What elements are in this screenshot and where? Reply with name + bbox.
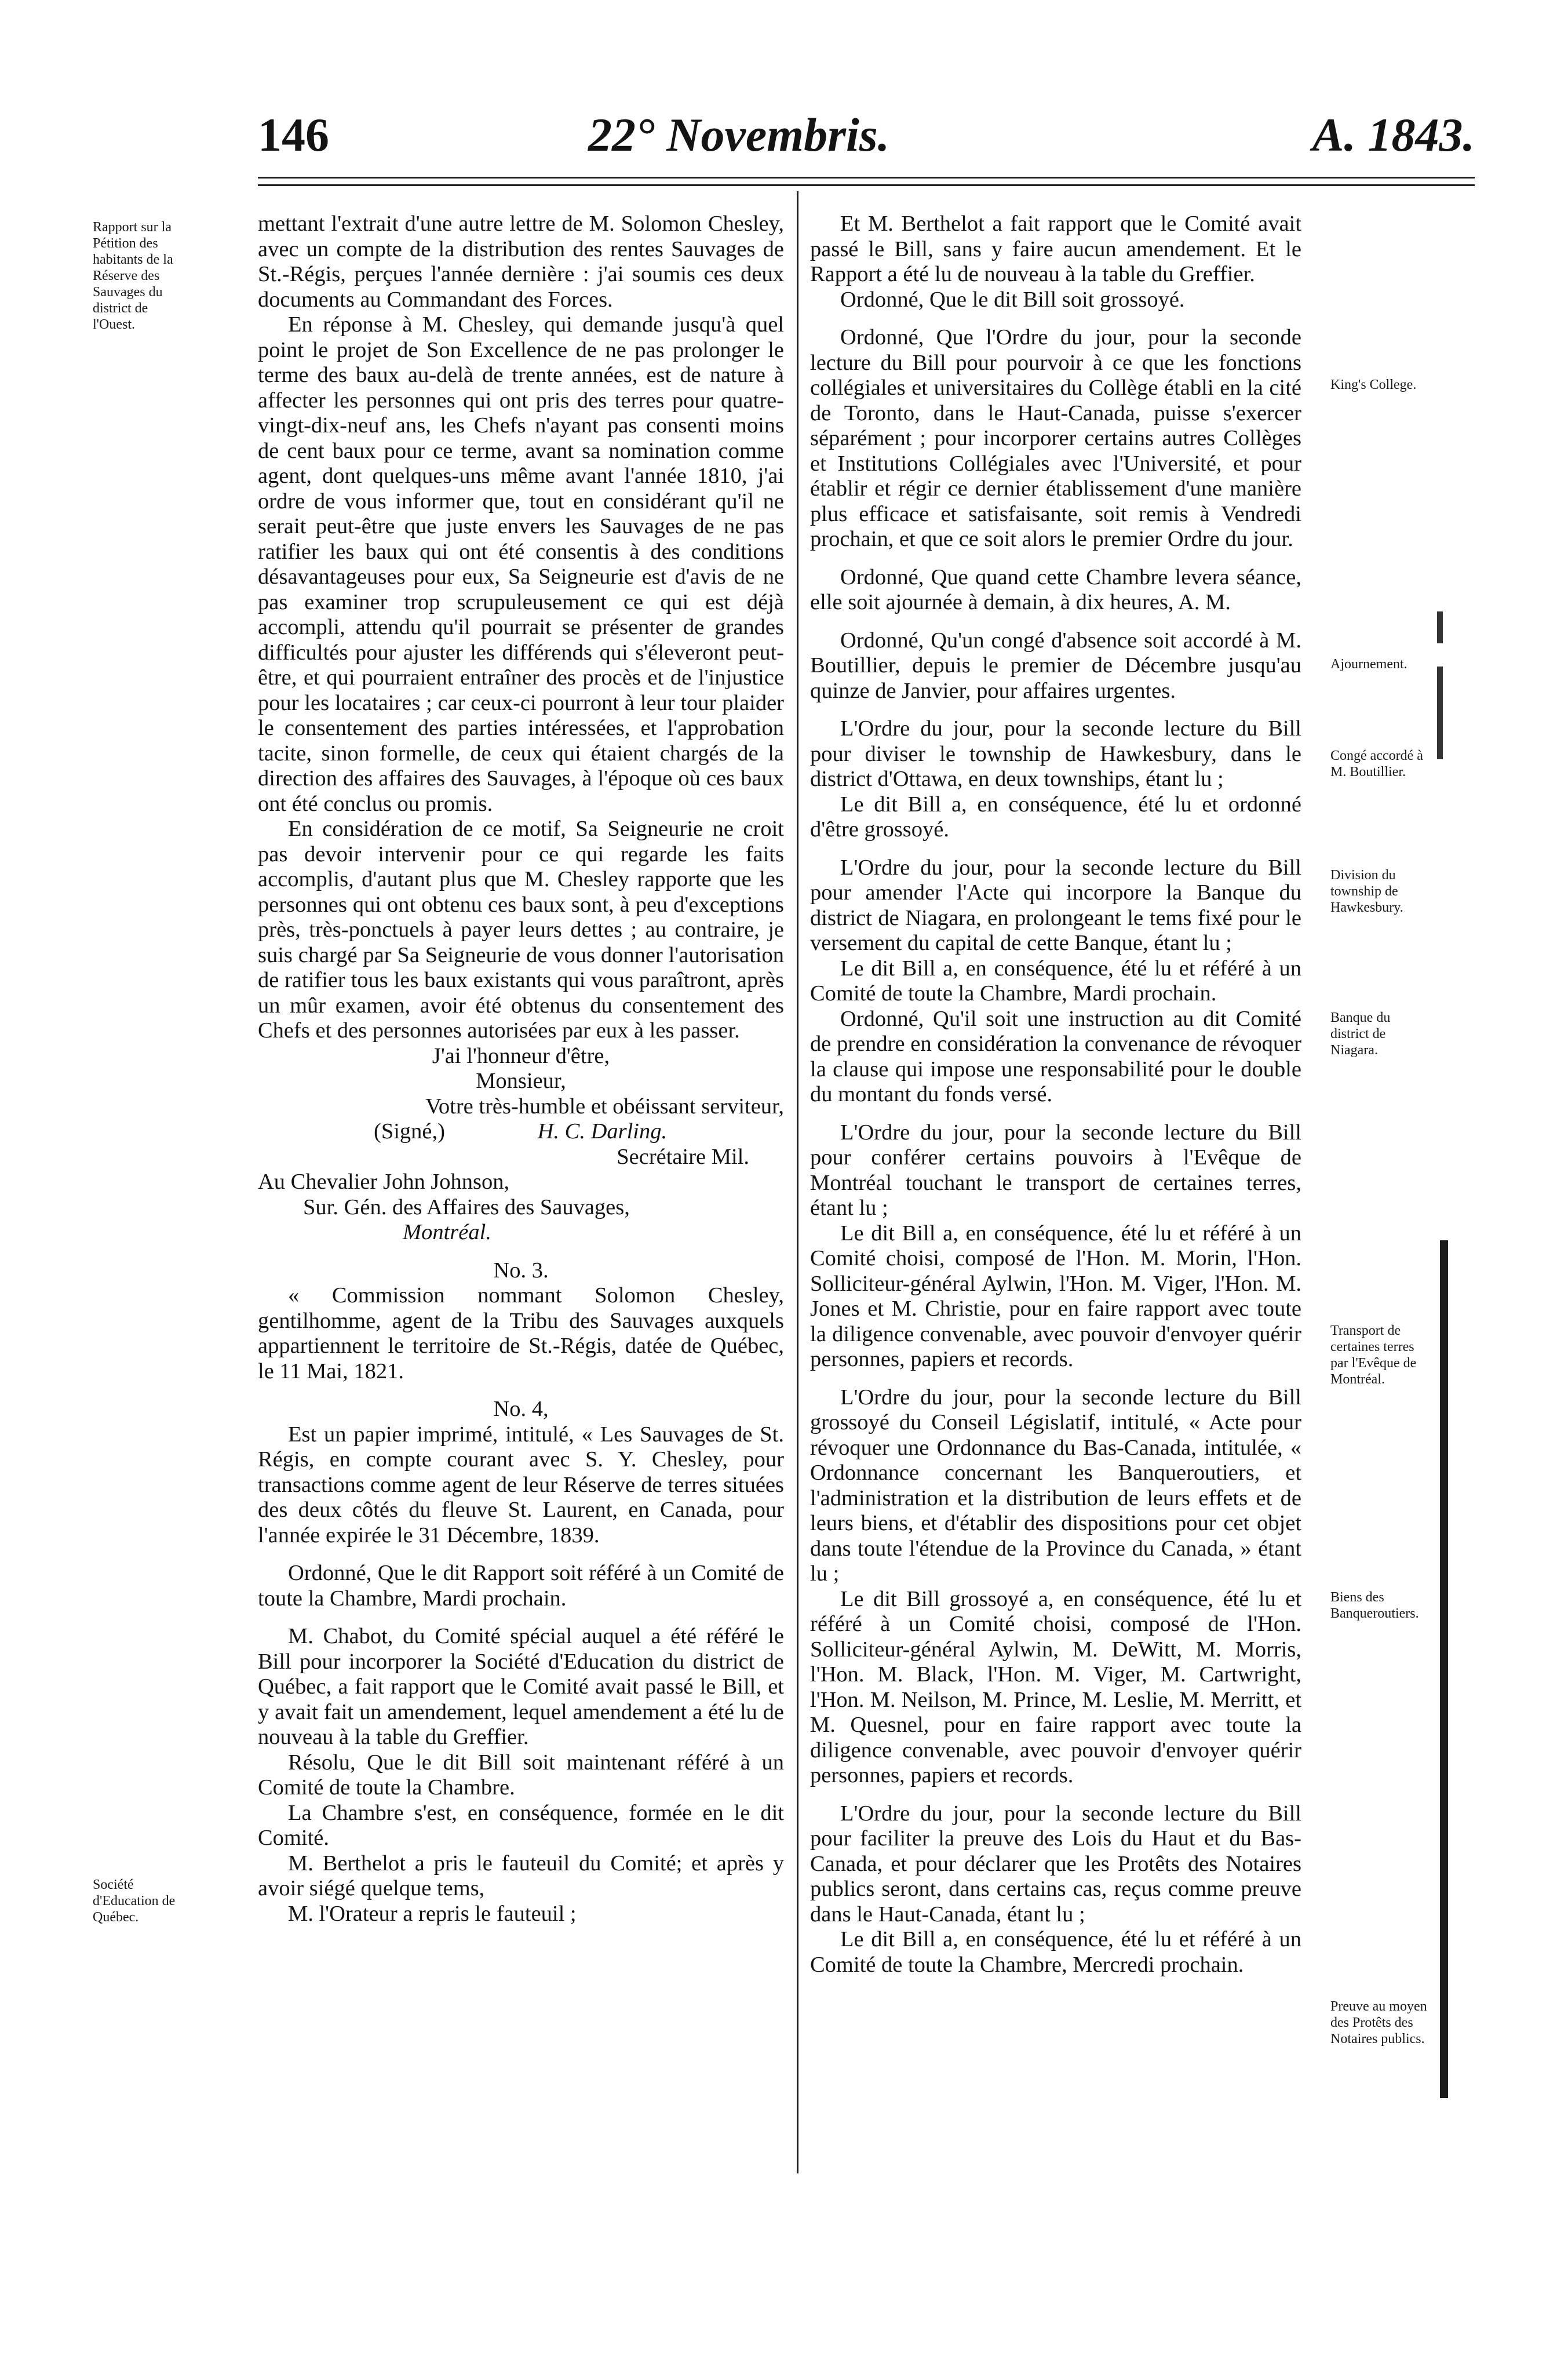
closing-line: Monsieur, bbox=[476, 1069, 566, 1093]
header-rule-top bbox=[258, 177, 1475, 179]
paragraph: Est un papier imprimé, intitulé, « Les Sauvages de St. Régis, en compte courant avec S. Y. Chesley, pour transactions comme agent de leur Réserve de terres situées des deux côtés du fleuve St. Laurent, en Canada, pour l'année expirée le 31 Décembre, 1839. bbox=[258, 1422, 784, 1547]
paragraph: En réponse à M. Chesley, qui demande jusqu'à quel point le projet de Son Excellence de ne pas prolonger le terme des baux au-delà de trente années, est de nature à affecter les personnes qui ont pris des terres pour quatre-vingt-dix-neuf ans, les Chefs n'ayant pas consenti moins de cent baux pour ce terme, avant sa nomination comme agent, dont quelques-uns même avant l'année 1810, j'ai ordre de vous informer que, tout en considérant qu'il ne serait peut-être que juste envers les Sauvages de ne pas ratifier les baux qui ont été consentis à des conditions désavantageuses pour eux, Sa Seigneurie est d'avis de ne pas examiner trop scrupuleusement ce qui est déjà accompli, attendu qu'il pourrait se présenter de grandes difficultés pour ajuster les différends qui s'éleveront peut-être, et qui pourraient entraîner des procès et de l'injustice pour les locataires ; car ceux-ci pourront à leur tour plaider le consentement des parties intéressées, et l'approbation tacite, sinon formelle, de ceux qui étaient chargés de la direction des affaires des Sauvages, à l'époque où ces baux ont été conclus ou promis. bbox=[258, 312, 784, 816]
signatory-title: Secrétaire Mil. bbox=[617, 1144, 749, 1169]
paragraph: L'Ordre du jour, pour la seconde lecture du Bill pour amender l'Acte qui incorpore la Banque du district de Niagara, en prolongeant le tems fixé pour le versement du capital de cette Banque, étant lu ; bbox=[810, 855, 1301, 955]
paragraph: L'Ordre du jour, pour la seconde lecture du Bill grossoyé du Conseil Législatif, intitulé, « Acte pour révoquer une Ordonnance du Bas-Canada, intitulée, « Ordonnance concernant les Banqueroutiers, et l'administration et la distribution de leurs effets et de leurs biens, et d'établir des dispositions pour cet objet dans toute l'étendue de la Province du Canada, » étant lu ; bbox=[810, 1385, 1301, 1586]
scan-mark bbox=[1437, 667, 1443, 759]
paragraph: Le dit Bill a, en conséquence, été lu et référé à un Comité choisi, composé de l'Hon. M. Morin, l'Hon. Solliciteur-général Aylwin, l'Hon. M. Viger, l'Hon. M. Jones et M. Christie, pour en faire rapport avec toute la diligence convenable, avec pouvoir d'envoyer quérir personnes, papiers et records. bbox=[810, 1221, 1301, 1371]
closing-line: Votre très-humble et obéissant serviteur, bbox=[425, 1094, 784, 1119]
header-rule-bottom bbox=[258, 184, 1475, 186]
right-column bbox=[810, 212, 1301, 1978]
paragraph: L'Ordre du jour, pour la seconde lecture du Bill pour faciliter la preuve des Lois du Haut et du Bas-Canada, et pour déclarer que les Protêts des Notaires publics seront, dans certains cas, reçus comme preuve dans le Haut-Canada, étant lu ; bbox=[810, 1801, 1301, 1927]
scan-edge-shadow bbox=[1440, 1240, 1448, 2098]
paragraph: M. Berthelot a pris le fauteuil du Comité; et après y avoir siégé quelque tems, bbox=[258, 1851, 784, 1900]
margin-note-right: Congé accordé à M. Boutillier. bbox=[1330, 748, 1423, 780]
page-header bbox=[258, 108, 1475, 172]
margin-note-right: Division du township de Hawkesbury. bbox=[1330, 868, 1403, 915]
left-column bbox=[258, 212, 784, 1927]
paragraph: M. Chabot, du Comité spécial auquel a été référé le Bill pour incorporer la Société d'Education du district de Québec, a fait rapport que le Comité avait passé le Bill, et y avait fait un amendement, lequel amendement a été lu de nouveau à la table du Greffier. bbox=[258, 1624, 784, 1749]
paragraph: Le dit Bill a, en conséquence, été lu et référé à un Comité de toute la Chambre, Mercredi prochain. bbox=[810, 1927, 1301, 1977]
page-number: 146 bbox=[258, 108, 329, 161]
document-number: No. 3. bbox=[493, 1258, 549, 1283]
session-date: 22° Novembris. bbox=[588, 108, 890, 161]
paragraph: Ordonné, Que quand cette Chambre levera séance, elle soit ajournée à demain, à dix heures, A. M. bbox=[810, 565, 1301, 614]
paragraph: Résolu, Que le dit Bill soit maintenant référé à un Comité de toute la Chambre. bbox=[258, 1750, 784, 1800]
paragraph: Ordonné, Que le dit Rapport soit référé à un Comité de toute la Chambre, Mardi prochain. bbox=[258, 1561, 784, 1611]
margin-note-right: Preuve au moyen des Protêts des Notaires publics. bbox=[1330, 1999, 1427, 2047]
paragraph: L'Ordre du jour, pour la seconde lecture du Bill pour diviser le township de Hawkesbury, dans le district d'Ottawa, en deux townships, étant lu ; bbox=[810, 716, 1301, 791]
paragraph: Ordonné, Qu'il soit une instruction au dit Comité de prendre en considération la convenance de révoquer la clause qui impose une responsabilité pour le double du montant du fonds versé. bbox=[810, 1006, 1301, 1106]
margin-note-right: Ajournement. bbox=[1330, 657, 1407, 672]
closing-line: J'ai l'honneur d'être, bbox=[432, 1043, 610, 1068]
paragraph: En considération de ce motif, Sa Seigneurie ne croit pas devoir intervenir pour ce qui regarde les faits accomplis, d'autant plus que M. Chesley rapporte que les personnes qui ont obtenu ces baux sont, à peu d'exceptions près, très-ponctuels à payer leurs dettes ; au contraire, je suis chargé par Sa Seigneurie de vous donner l'autorisation de ratifier tous les baux existants qui vous paraîtront, après un mûr examen, avoir été obtenus du consentement des Chefs et des personnes autorisées par eux à les passer. bbox=[258, 817, 784, 1043]
document-number: No. 4, bbox=[493, 1397, 549, 1421]
paragraph: Le dit Bill a, en conséquence, été lu et ordonné d'être grossoyé. bbox=[810, 792, 1301, 842]
margin-note-left: Rapport sur la Pétition des habitants de la Réserve des Sauvages du district de l'Ouest. bbox=[93, 220, 173, 332]
margin-note-right: Transport de certaines terres par l'Evêque de Montréal. bbox=[1330, 1323, 1417, 1387]
paragraph: « Commission nommant Solomon Chesley, gentilhomme, agent de la Tribu des Sauvages auxquels appartiennent le territoire de St.-Régis, datée de Québec, le 11 Mai, 1821. bbox=[258, 1283, 784, 1383]
margin-note-right: King's College. bbox=[1330, 377, 1417, 392]
addressee-line: Sur. Gén. des Affaires des Sauvages, bbox=[303, 1195, 630, 1219]
signatory-name: H. C. Darling. bbox=[537, 1119, 668, 1144]
paragraph: Ordonné, Qu'un congé d'absence soit accordé à M. Boutillier, depuis le premier de Décembre jusqu'au quinze de Janvier, pour affaires urgentes. bbox=[810, 628, 1301, 703]
paragraph: La Chambre s'est, en conséquence, formée en le dit Comité. bbox=[258, 1800, 784, 1850]
addressee-line: Montréal. bbox=[403, 1220, 491, 1244]
session-year: A. 1843. bbox=[1312, 108, 1475, 161]
margin-note-left: Société d'Education de Québec. bbox=[93, 1877, 176, 1925]
paragraph: Ordonné, Que le dit Bill soit grossoyé. bbox=[840, 287, 1185, 312]
paragraph: Le dit Bill a, en conséquence, été lu et référé à un Comité de toute la Chambre, Mardi prochain. bbox=[810, 956, 1301, 1006]
signed-mark: (Signé,) bbox=[374, 1119, 445, 1144]
paragraph: L'Ordre du jour, pour la seconde lecture du Bill pour conférer certains pouvoirs à l'Evêque de Montréal touchant le transport de certaines terres, étant lu ; bbox=[810, 1120, 1301, 1220]
margin-note-right: Banque du district de Niagara. bbox=[1330, 1010, 1391, 1058]
paragraph: Et M. Berthelot a fait rapport que le Comité avait passé le Bill, sans y faire aucun amendement. Et le Rapport a été lu de nouveau à la table du Greffier. bbox=[810, 212, 1301, 286]
paragraph: Le dit Bill grossoyé a, en conséquence, été lu et référé à un Comité choisi, composé de l'Hon. Solliciteur-général Aylwin, M. DeWitt, M. Morris, l'Hon. M. Black, l'Hon. M. Viger, M. Cartwright, l'Hon. M. Neilson, M. Prince, M. Leslie, M. Merritt, et M. Quesnel, pour en faire rapport avec toute la diligence convenable, avec pouvoir d'envoyer quérir personnes, papiers et records. bbox=[810, 1586, 1301, 1787]
paragraph: Ordonné, Que l'Ordre du jour, pour la seconde lecture du Bill pour pourvoir à ce que les fonctions collégiales et universitaires du Collège établi en la cité de Toronto, dans le Haut-Canada, puisse s'exercer séparément ; pour incorporer certains autres Collèges et Institutions Collégiales avec l'Université, et pour établir et régir ce dernier établissement d'une manière plus efficace et satisfaisante, soit remis à Vendredi prochain, et que ce soit alors le premier Ordre du jour. bbox=[810, 325, 1301, 551]
column-divider bbox=[797, 191, 798, 2173]
paragraph: M. l'Orateur a repris le fauteuil ; bbox=[288, 1901, 577, 1926]
addressee-line: Au Chevalier John Johnson, bbox=[258, 1170, 510, 1194]
paragraph: mettant l'extrait d'une autre lettre de M. Solomon Chesley, avec un compte de la distribution des rentes Sauvages de St.-Régis, perçues l'année dernière : j'ai soumis ces deux documents au Commandant des Forces. bbox=[258, 212, 784, 312]
signature-line bbox=[258, 1119, 784, 1145]
scan-mark bbox=[1437, 611, 1443, 643]
margin-note-right: Biens des Banqueroutiers. bbox=[1330, 1590, 1419, 1621]
